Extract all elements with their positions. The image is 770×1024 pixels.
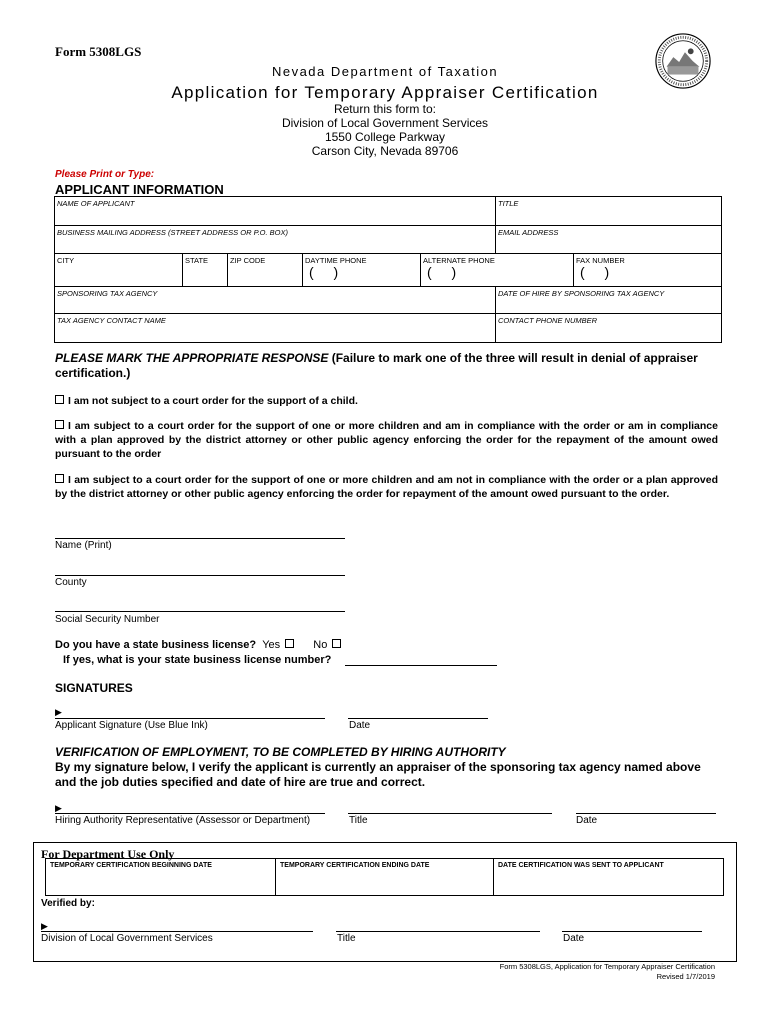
license-number-line[interactable] (345, 665, 497, 666)
department-use-heading: For Department Use Only (41, 847, 175, 861)
verification-heading: VERIFICATION OF EMPLOYMENT, TO BE COMPLETED BY HIRING AUTHORITY (55, 745, 506, 759)
field-label: DATE OF HIRE BY SPONSORING TAX AGENCY (498, 289, 665, 298)
yes-checkbox[interactable] (285, 639, 294, 648)
zip-code-field[interactable] (227, 254, 302, 286)
area-code-parens: ( ) (580, 264, 618, 280)
sponsoring-agency-field[interactable] (55, 287, 495, 313)
hiring-title-line[interactable] (348, 813, 552, 814)
signature-arrow-icon: ▶ (41, 921, 48, 931)
name-print-line[interactable] (55, 538, 345, 539)
division-date-label: Date (563, 933, 585, 944)
county-line[interactable] (55, 575, 345, 576)
hiring-date-line[interactable] (576, 813, 716, 814)
verified-by-label: Verified by: (41, 898, 95, 909)
option-2-checkbox[interactable] (55, 420, 64, 429)
signature-arrow-icon: ▶ (55, 707, 62, 717)
state-field[interactable] (182, 254, 227, 286)
option-2-text: I am subject to a court order for the support of one or more children and am in compliance with the order or am in compliance with a plan approved by the district attorney or other public agency enforcing the order for the repayment of the amount owed pursuant to the order (55, 420, 718, 460)
print-or-type-note: Please Print or Type: (55, 169, 155, 180)
city-field[interactable] (55, 254, 182, 286)
state-seal-icon (654, 32, 712, 90)
license-question-text: Do you have a state business license? (55, 639, 257, 651)
division-date-line[interactable] (562, 931, 702, 932)
mailing-address-field[interactable] (55, 226, 495, 253)
hire-date-field[interactable] (495, 287, 721, 313)
return-address (0, 102, 770, 158)
ssn-line[interactable] (55, 611, 345, 612)
field-label: BUSINESS MAILING ADDRESS (STREET ADDRESS OR P.O. BOX) (57, 228, 289, 237)
applicant-date-line[interactable] (348, 718, 488, 719)
name-print-label: Name (Print) (55, 540, 112, 551)
area-code-parens: ( ) (427, 264, 465, 280)
response-heading-italic: PLEASE MARK THE APPROPRIATE RESPONSE (55, 351, 329, 365)
cert-sent-date-field[interactable] (493, 858, 724, 896)
field-label: CITY (57, 256, 75, 265)
option-not-in-compliance (55, 473, 718, 501)
option-in-compliance (55, 419, 718, 461)
business-license-question (55, 639, 345, 651)
footer-form-name: Form 5308LGS, Application for Temporary Appraiser Certification (499, 962, 715, 971)
division-label: Division of Local Government Services (41, 933, 213, 944)
email-field[interactable] (495, 226, 721, 253)
signature-arrow-icon: ▶ (55, 803, 62, 813)
return-line: Division of Local Government Services (281, 116, 489, 130)
division-title-line[interactable] (336, 931, 540, 932)
form-id: Form 5308LGS (55, 44, 142, 59)
county-label: County (55, 577, 87, 588)
footer-revised: Revised 1/7/2019 (656, 972, 715, 981)
no-checkbox[interactable] (332, 639, 341, 648)
applicant-signature-line[interactable] (55, 718, 325, 719)
field-label: TITLE (498, 199, 519, 208)
page-title: Application for Temporary Appraiser Certification (171, 83, 599, 102)
footer (500, 962, 715, 982)
field-label: DATE CERTIFICATION WAS SENT TO APPLICANT (498, 862, 664, 869)
applicant-date-label: Date (349, 720, 371, 731)
field-label: SPONSORING TAX AGENCY (57, 289, 158, 298)
hiring-title-label: Title (349, 815, 368, 826)
response-heading (55, 351, 718, 381)
return-line: Return this form to: (333, 102, 437, 116)
field-label: TEMPORARY CERTIFICATION BEGINNING DATE (50, 862, 212, 869)
division-signature-line[interactable] (41, 931, 313, 932)
option-3-checkbox[interactable] (55, 474, 64, 483)
verification-text: By my signature below, I verify the applicant is currently an appraiser of the sponsoring tax agency named above and the job duties specified and date of hire are true and correct. (55, 760, 701, 789)
applicant-info-table (54, 196, 722, 343)
hiring-date-label: Date (576, 815, 598, 826)
option-3-text: I am subject to a court order for the support of one or more children and am not in compliance with the order or a plan approved by the district attorney or other public agency enforcing the order for repayment of the amount owed pursuant to the order. (55, 474, 718, 500)
applicant-signature-label: Applicant Signature (Use Blue Ink) (55, 720, 208, 731)
applicant-name-field[interactable] (55, 197, 495, 225)
alternate-phone-field[interactable] (420, 254, 573, 286)
field-label: FAX NUMBER (576, 256, 625, 265)
cert-begin-date-field[interactable] (45, 858, 276, 896)
yes-label: Yes (262, 639, 281, 651)
department-name: Nevada Department of Taxation (271, 64, 499, 79)
option-1-checkbox[interactable] (55, 395, 64, 404)
agency-contact-field[interactable] (55, 314, 495, 342)
area-code-parens: ( ) (309, 264, 347, 280)
contact-phone-field[interactable] (495, 314, 721, 342)
division-title-label: Title (337, 933, 356, 944)
applicant-info-heading: APPLICANT INFORMATION (55, 182, 224, 197)
field-label: STATE (185, 256, 209, 265)
cert-end-date-field[interactable] (275, 858, 494, 896)
field-label: TEMPORARY CERTIFICATION ENDING DATE (280, 862, 430, 869)
return-line: 1550 College Parkway (324, 130, 446, 144)
field-label: ALTERNATE PHONE (423, 256, 495, 265)
response-heading-rest: (Failure to mark one of the three will result in denial of appraiser certification.) (55, 351, 698, 380)
field-label: DAYTIME PHONE (305, 256, 367, 265)
no-label: No (313, 639, 328, 651)
field-label: EMAIL ADDRESS (498, 228, 559, 237)
field-label: NAME OF APPLICANT (57, 199, 135, 208)
field-label: ZIP CODE (230, 256, 266, 265)
option-1-text: I am not subject to a court order for the support of a child. (68, 395, 358, 407)
option-not-subject (55, 394, 718, 408)
fax-number-field[interactable] (573, 254, 721, 286)
field-label: TAX AGENCY CONTACT NAME (57, 316, 166, 325)
ssn-label: Social Security Number (55, 614, 160, 625)
applicant-title-field[interactable] (495, 197, 721, 225)
license-number-question: If yes, what is your state business license number? (63, 654, 332, 666)
hiring-rep-signature-line[interactable] (55, 813, 325, 814)
return-line: Carson City, Nevada 89706 (311, 144, 459, 158)
signatures-heading: SIGNATURES (55, 681, 133, 695)
daytime-phone-field[interactable] (302, 254, 420, 286)
field-label: CONTACT PHONE NUMBER (498, 316, 598, 325)
hiring-rep-label: Hiring Authority Representative (Assessor or Department) (55, 815, 311, 826)
